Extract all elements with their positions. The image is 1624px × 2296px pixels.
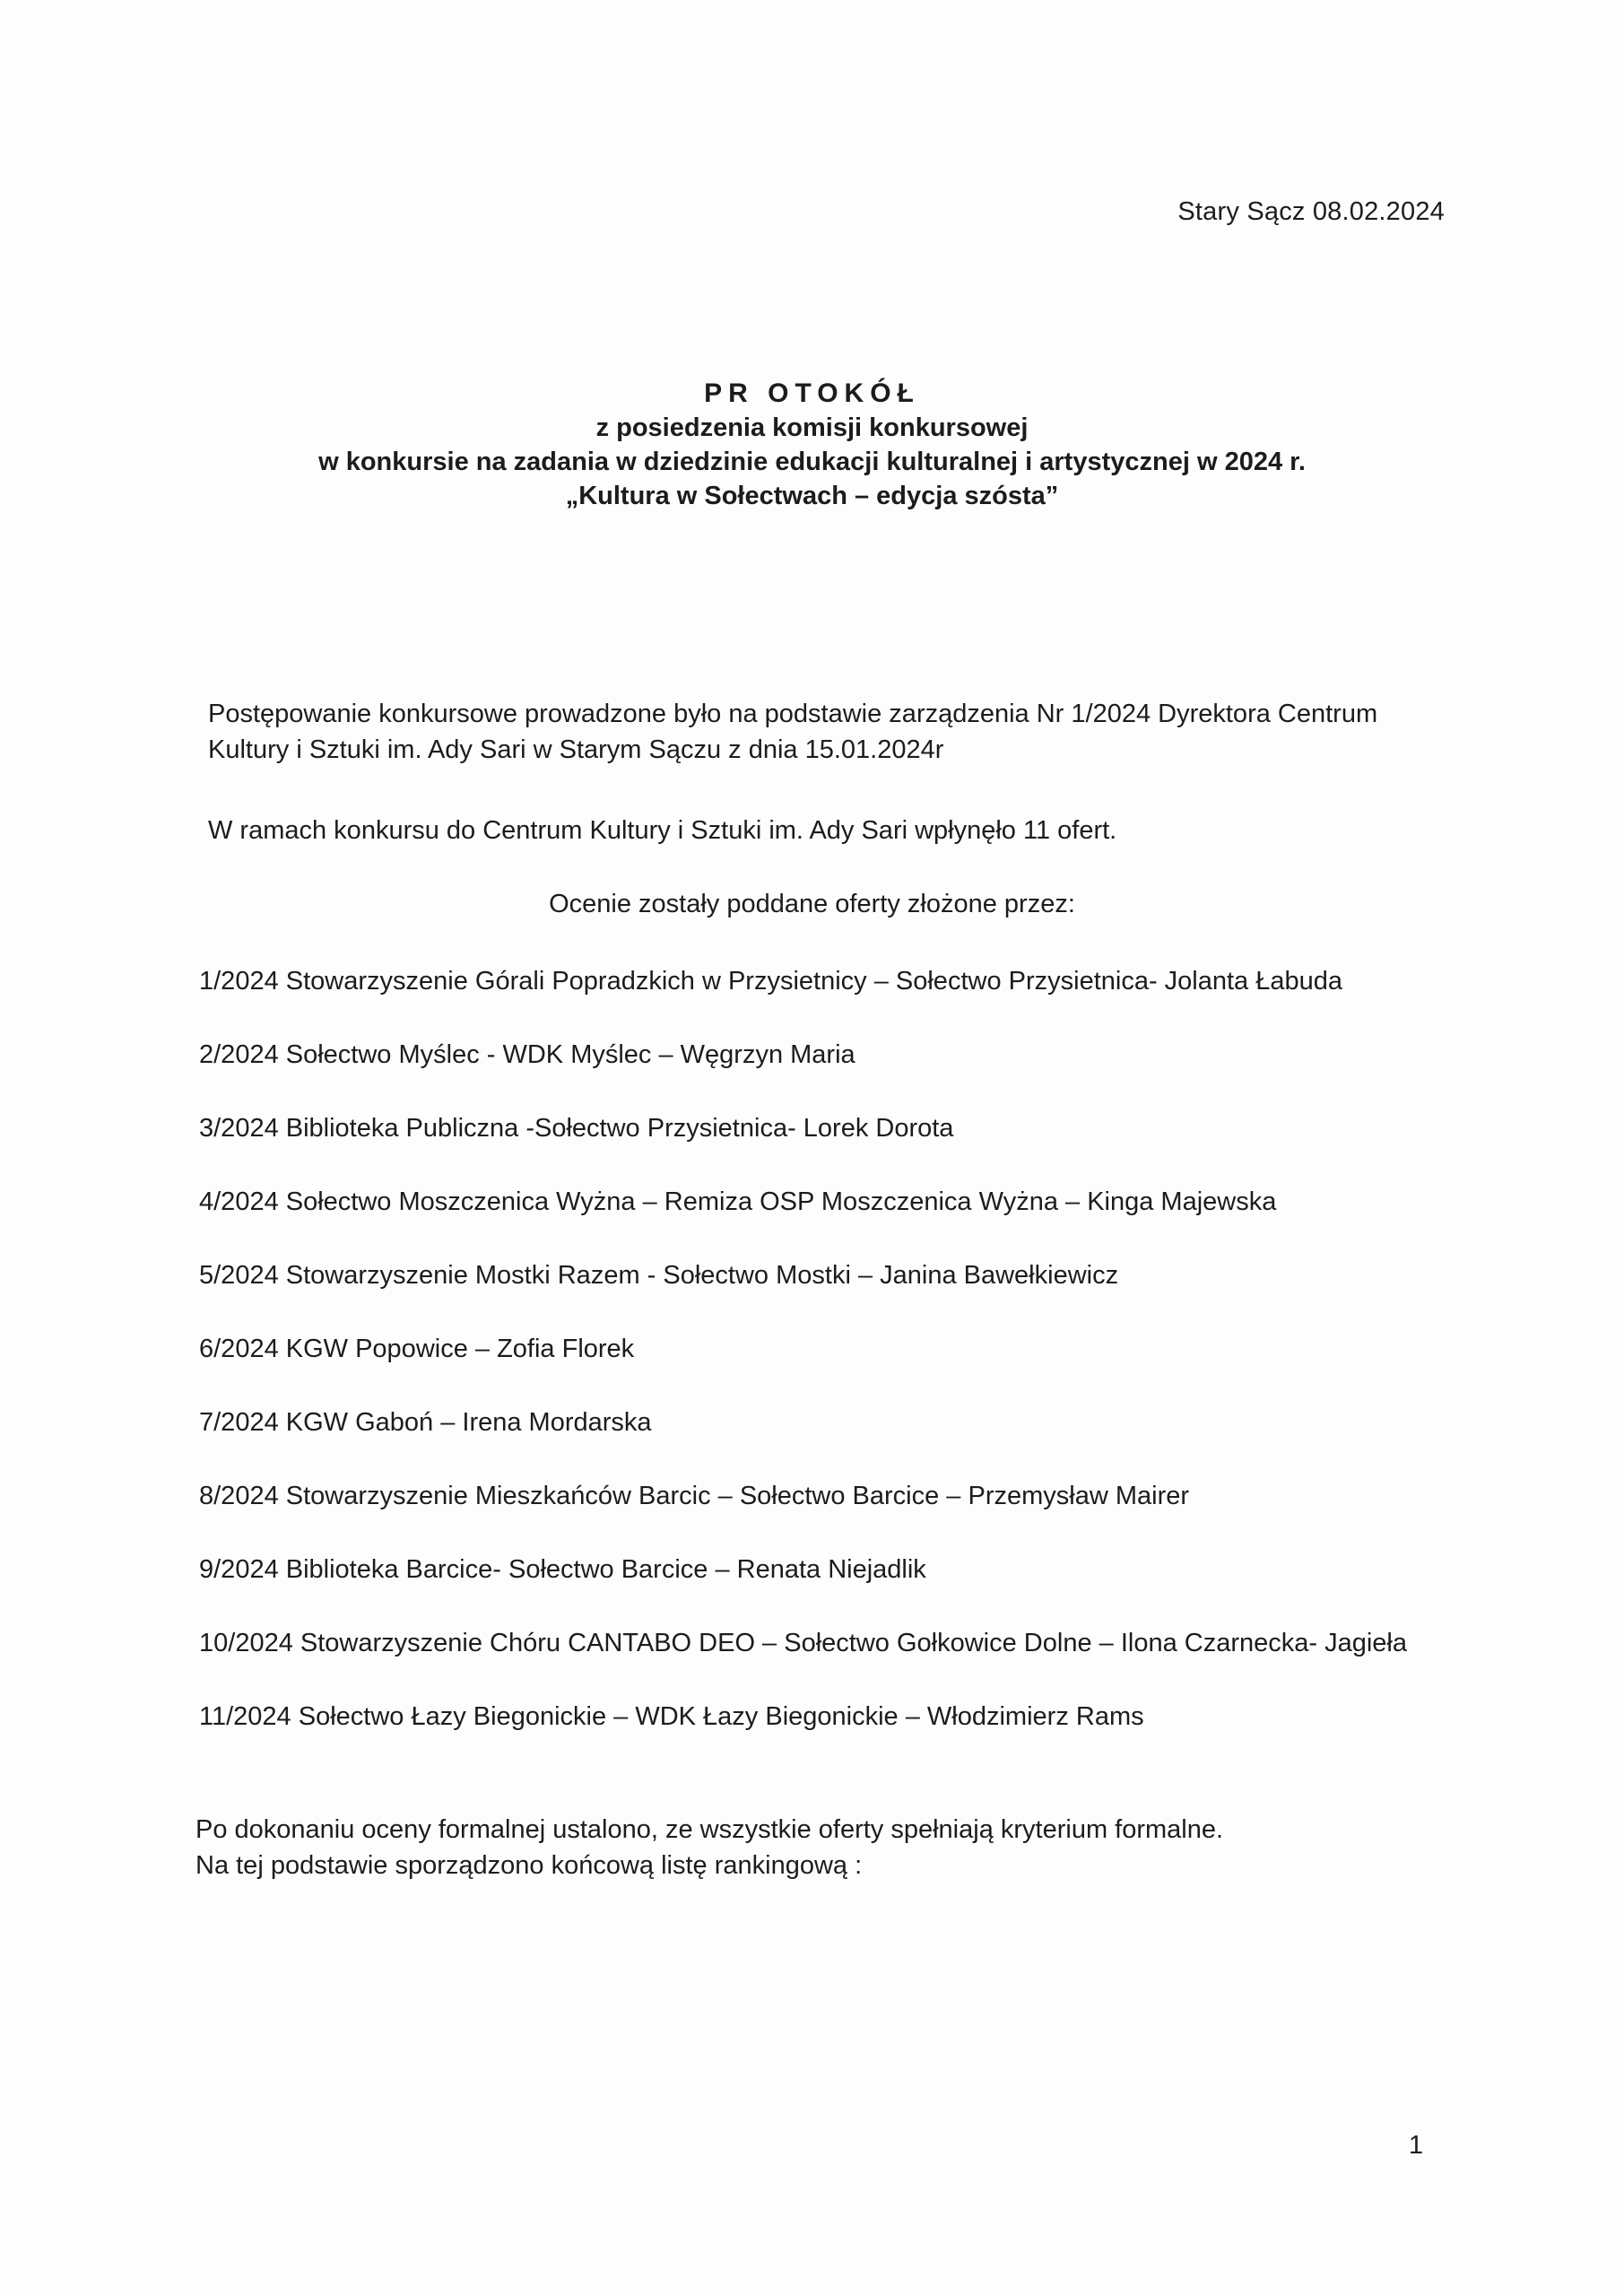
document-title: PR OTOKÓŁ (704, 378, 920, 408)
conclusion-line-1: Po dokonaniu oceny formalnej ustalono, ze wszystkie oferty spełniają kryterium formalne. (195, 1815, 1224, 1844)
inflow-paragraph: W ramach konkursu do Centrum Kultury i Sztuki im. Ady Sari wpłynęło 11 ofert. (208, 816, 1117, 845)
offer-item: 7/2024 KGW Gaboń – Irena Mordarska (199, 1408, 652, 1437)
offers-list (199, 963, 1508, 1772)
header-line-1: z posiedzenia komisji konkursowej (595, 413, 1029, 442)
offer-item: 9/2024 Biblioteka Barcice- Sołectwo Barcice – Renata Niejadlik (199, 1555, 926, 1584)
offer-item: 1/2024 Stowarzyszenie Górali Popradzkich w Przysietnicy – Sołectwo Przysietnica- Jolanta Łabuda (199, 967, 1343, 996)
header-line-2: w konkursie na zadania w dziedzinie edukacji kulturalnej i artystycznej w 2024 r. (318, 448, 1306, 476)
offer-item: 2/2024 Sołectwo Myślec - WDK Myślec – Węgrzyn Maria (199, 1040, 855, 1069)
conclusion-line-2: Na tej podstawie sporządzono końcową listę rankingową : (195, 1851, 863, 1880)
offer-item: 3/2024 Biblioteka Publiczna -Sołectwo Przysietnica- Lorek Dorota (199, 1114, 954, 1143)
document-date: Stary Sącz 08.02.2024 (1177, 197, 1445, 226)
header-line-3: „Kultura w Sołectwach – edycja szósta” (565, 482, 1059, 510)
intro-paragraph (208, 696, 1463, 768)
page-number: 1 (1408, 2131, 1423, 2160)
intro-line-2: Kultury i Sztuki im. Ady Sari w Starym Sączu z dnia 15.01.2024r (208, 735, 944, 764)
offer-item: 5/2024 Stowarzyszenie Mostki Razem - Sołectwo Mostki – Janina Bawełkiewicz (199, 1261, 1119, 1290)
conclusion-paragraph (195, 1812, 1496, 1883)
document-header (0, 377, 1624, 513)
offer-item: 10/2024 Stowarzyszenie Chóru CANTABO DEO – Sołectwo Gołkowice Dolne – Ilona Czarnecka- Jagieła (199, 1629, 1407, 1657)
offer-item: 8/2024 Stowarzyszenie Mieszkańców Barcic – Sołectwo Barcice – Przemysław Mairer (199, 1482, 1190, 1510)
offer-item: 11/2024 Sołectwo Łazy Biegonickie – WDK Łazy Biegonickie – Włodzimierz Rams (199, 1702, 1144, 1731)
evaluation-heading: Ocenie zostały poddane oferty złożone przez: (549, 890, 1075, 918)
offer-item: 4/2024 Sołectwo Moszczenica Wyżna – Remiza OSP Moszczenica Wyżna – Kinga Majewska (199, 1187, 1277, 1216)
intro-line-1: Postępowanie konkursowe prowadzone było na podstawie zarządzenia Nr 1/2024 Dyrektora Centrum (208, 700, 1378, 728)
offer-item: 6/2024 KGW Popowice – Zofia Florek (199, 1335, 635, 1363)
